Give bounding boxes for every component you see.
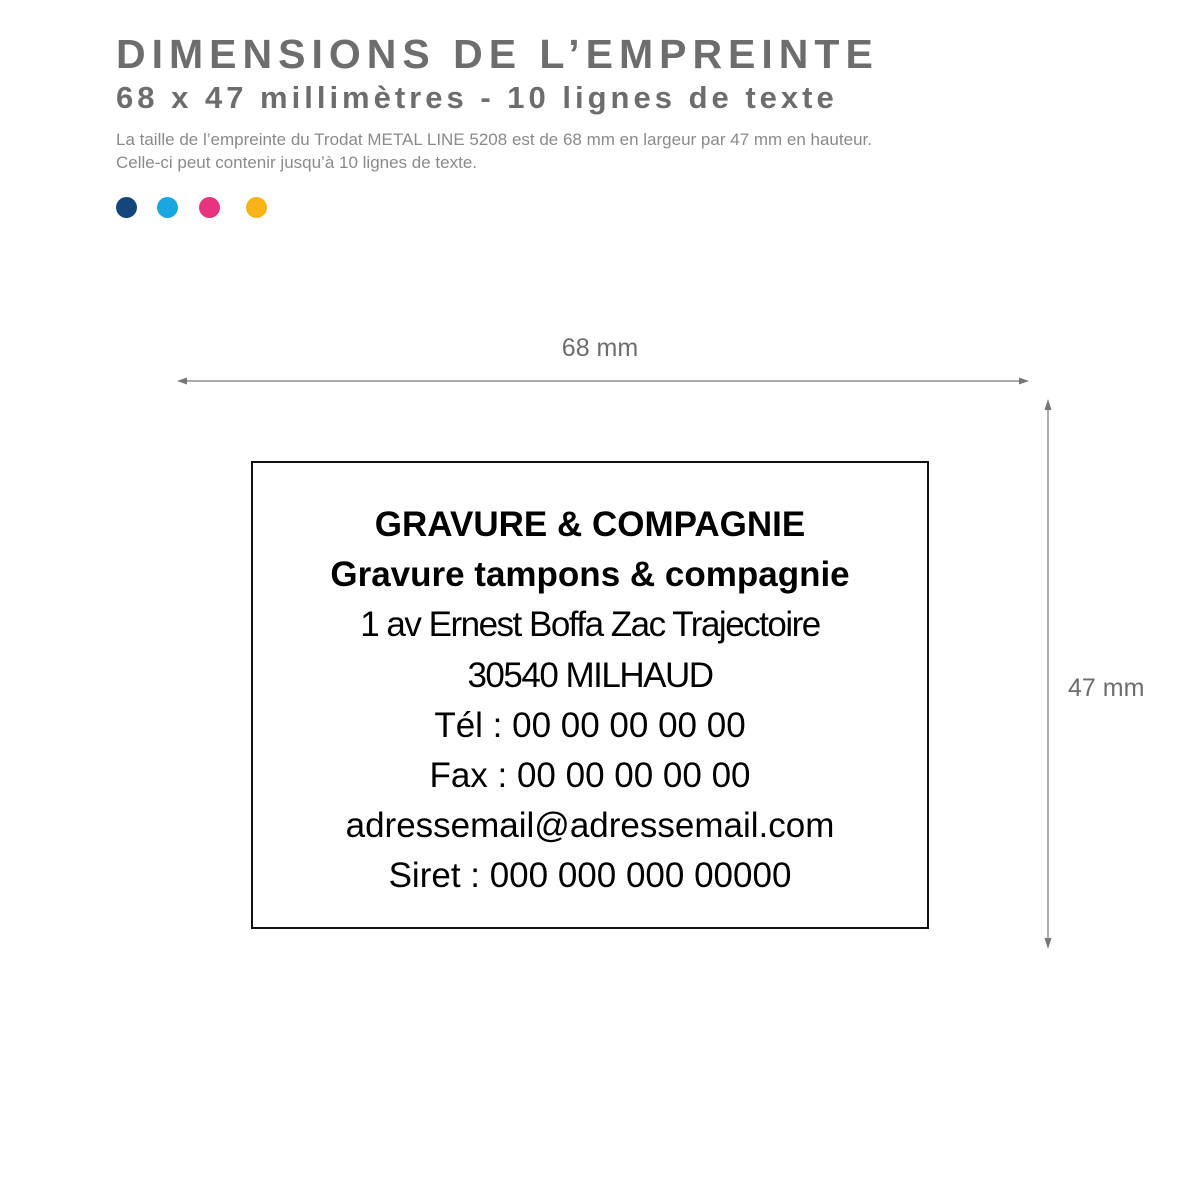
stamp-line-tagline: Gravure tampons & compagnie — [330, 555, 850, 595]
page-subtitle: 68 x 47 millimètres - 10 lignes de texte — [116, 80, 838, 115]
height-label: 47 mm — [1068, 674, 1145, 702]
stamp-line-address: 1 av Ernest Boffa Zac Trajectoire — [360, 605, 820, 645]
stamp-line-phone: Tél : 00 00 00 00 00 — [434, 705, 746, 745]
description-line: Celle-ci peut contenir jusqu’à 10 lignes de texte. — [116, 153, 477, 172]
stamp-line-email: adressemail@adressemail.com — [345, 806, 835, 846]
stamp-line-fax: Fax : 00 00 00 00 00 — [429, 756, 751, 796]
page-title: DIMENSIONS DE L’EMPREINTE — [116, 31, 879, 77]
stamp-line-company: GRAVURE & COMPAGNIE — [374, 505, 806, 544]
stamp-text — [253, 500, 927, 902]
description-line: La taille de l’empreinte du Trodat METAL LINE 5208 est de 68 mm en largeur par 47 mm en hauteur. — [116, 130, 872, 149]
stamp-imprint — [251, 461, 929, 929]
height-arrow — [1045, 399, 1052, 949]
stamp-line-city: 30540 MILHAUD — [467, 655, 713, 695]
stamp-line-siret: Siret : 000 000 000 00000 — [388, 856, 792, 896]
width-label: 68 mm — [561, 334, 639, 362]
width-arrow — [177, 378, 1029, 385]
